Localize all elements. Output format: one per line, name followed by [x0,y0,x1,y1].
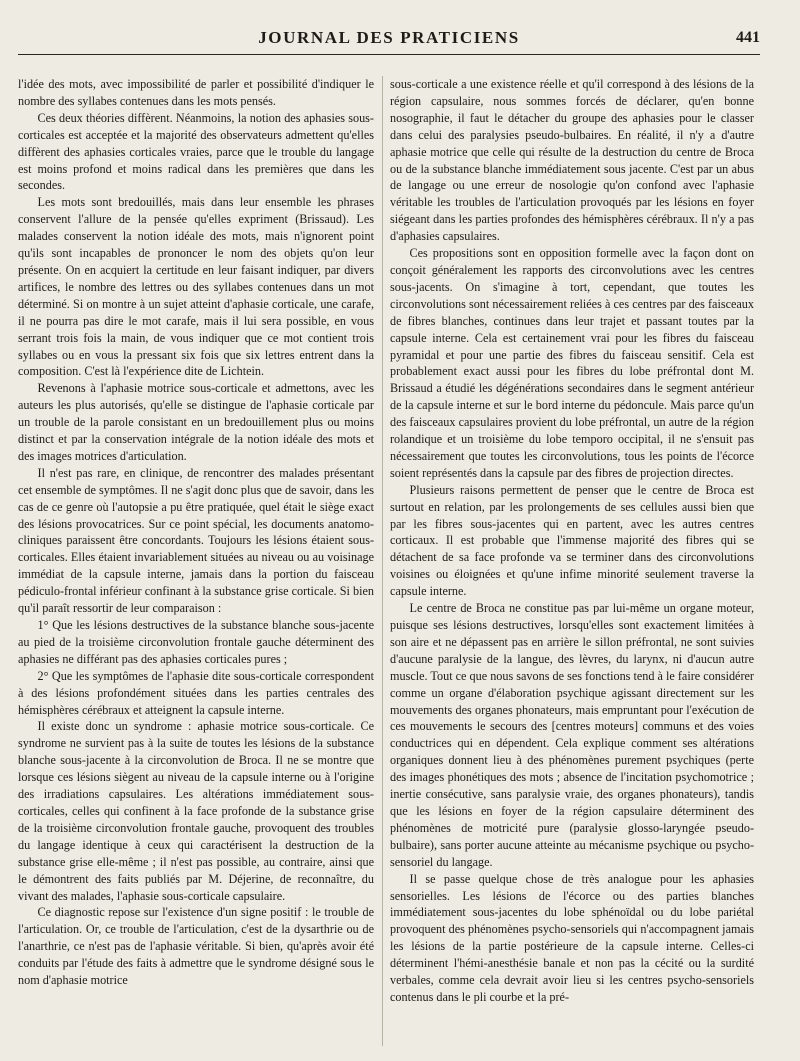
right-text-column [390,76,754,1006]
paragraph: l'idée des mots, avec impossibilité de parler et possibilité d'indiquer le nombre des syllabes contenues dans les mots pensés. [18,77,374,108]
left-text-column [18,76,374,989]
paragraph: Le centre de Broca ne constitue pas par lui-même un organe moteur, puisque ses lésions destructives, lorsqu'elles sont exactement limitées à son aire et ne dépassent pas en arrière le sillon préfrontal, ne sont suivies d'aucune paralysie de la langue, des lèvres, du larynx, ni d'aucun autre muscle. Tout ce que nous savons de ses fonctions tend à le faire considérer comme un organe d'élaboration psychique agissant directement sur les mouvements des organes phonateurs, mais empruntant pour l'exécution de ces mouvements le secours des [centres moteurs] communs et des voies conductrices qui en dépendent. Cela explique comment ses altérations organiques donnent lieu à des phénomènes purement psychiques (perte des images phonétiques des mots ; absence de l'incitation psychomotrice ; inertie consécutive, sans paralysie vraie, des organes phonateurs), tandis que les lésions en foyer de la région capsulaire déterminent des phénomènes de motricité pure (paralysie glosso-laryngée pseudo-bulbaire), sans porter aucune atteinte au mécanisme psychique ou psycho-sensoriel du langage. [390,601,754,869]
paragraph: Les mots sont bredouillés, mais dans leur ensemble les phrases conservent l'allure de la pensée qu'elles expriment (Brissaud). Les malades conservent la notion idéale des mots, mais n'ignorent point qu'ils sont incapables de prononcer le nom des objets qu'on leur présente. On en acquiert la certitude en leur faisant indiquer, par divers artifices, le nombre des lettres ou des syllabes contenues dans un mot déterminé. Si on montre à un sujet atteint d'aphasie corticale, une carafe, il ne pourra pas dire le mot carafe, mais il lui sera possible, en vous serrant trois fois la main, de vous indiquer que ce mot contient trois syllabes ou en vous la pressant six fois que six lettres entrent dans la composition. C'est là l'expérience dite de Lichtein. [18,195,374,379]
paragraph: Plusieurs raisons permettent de penser que le centre de Broca est surtout en relation, par les prolongements de ses cellules aussi bien que par les fibres sous-jacentes qui en partent, avec les autres centres corticaux. Il est probable que l'immense majorité des fibres qui se détachent de sa face profonde va se terminer dans des circonvolutions voisines ou éloignées et qu'une infime minorité seulement traverse la capsule interne. [390,482,754,599]
paragraph: Il n'est pas rare, en clinique, de rencontrer des malades présentant cet ensemble de symptômes. Il ne s'agit donc plus que de savoir, dans les cas de ce genre où l'autopsie a pu être pratiquée, quel était le siège exact des lésions provocatrices. Sur ce point spécial, les documents anatomo-cliniques paraissent être concordants. Toujours les lésions étaient sous-corticales. Elles étaient invariablement situées au niveau ou au voisinage immédiat de la capsule interne, jamais dans la portion du faisceau pédiculo-frontal inférieur confinant à la substance grise corticale. Si bien qu'il paraît ressortir de leur comparaison : [18,465,374,616]
column-divider [382,76,383,1046]
paragraph: Ces propositions sont en opposition formelle avec la façon dont on conçoit généralement les rapports des circonvolutions avec les centres sous-jacents. On s'imagine à tort, cependant, que toutes les circonvolutions sont nécessairement reliées à ces centres par des faisceaux de fibres blanches, continues dans leur trajet et passant toutes par la capsule interne. Cela est certainement vrai pour les fibres du faisceau pyramidal et pour une partie des fibres du faisceau sensitif. Cela est probablement exact aussi pour les fibres du lobe préfrontal dont M. Brissaud a étudié les dégénérations secondaires dans le segment antérieur de la capsule interne et sur le bord interne du pédoncule. Mais parce qu'un des faisceaux capsulaires provient du lobe préfrontal, un autre de la région rolandique et un troisième du lobe temporo occipital, il ne s'ensuit pas nécessairement que toutes les circonvolutions, tous les points de l'écorce soient représentés dans la capsule par des fibres de projection directes. [390,246,754,480]
page-header [18,28,760,55]
paragraph: sous-corticale a une existence réelle et qu'il correspond à des lésions de la région capsulaire, nous sommes forcés de déclarer, qu'en bonne nosographie, il faut le détacher du groupe des aphasies pour le classer dans celui des paralysies pseudo-bulbaires. En réalité, il n'y a d'autre aphasie motrice que celle qui résulte de la destruction du centre de Broca ou de la substance blanche immédiatement sous jacente. C'est par un abus de langage ou une erreur de nosologie qu'on confond avec l'aphasie véritable les troubles de l'articulation provoqués par les lésions en foyer siégeant dans les parties profondes des hémisphères cérébraux. Il n'y a pas d'aphasies capsulaires. [390,77,754,244]
paragraph: Il existe donc un syndrome : aphasie motrice sous-corticale. Ce syndrome ne survient pas à la suite de toutes les lésions de la substance blanche sous-jacente à la circonvolution de Broca. Il ne se montre que lorsque ces lésions siègent au niveau de la capsule interne ou à l'origine des irradiations capsulaires. Les altérations immédiatement sous-corticales, celles qui confinent à la face profonde de la substance grise de la troisième circonvolution frontale gauche, provoquent des troubles du langage identique à ceux qui caractérisent la destruction de la substance grise elle-même ; il n'est pas possible, au contraire, ainsi que le démontrent des faits publiés par M. Déjerine, de reconnaître, du vivant des malades, l'aphasie sous-corticale capsulaire. [18,719,374,903]
page-number: 441 [736,29,760,46]
paragraph: 2° Que les symptômes de l'aphasie dite sous-corticale correspondent à des lésions profondément situées dans les parties centrales des hémisphères cérébraux et atteignent la capsule interne. [18,668,374,717]
paragraph: Revenons à l'aphasie motrice sous-corticale et admettons, avec les auteurs les plus autorisés, qu'elle se distingue de l'aphasie corticale par un trouble de la parole consistant en un bredouillement plus ou moins distinct et par la conservation intégrale de la notion idéale des mots et des images motrices d'articulation. [18,381,374,463]
paragraph: 1° Que les lésions destructives de la substance blanche sous-jacente au pied de la troisième circonvolution frontale gauche déterminent des aphasies ne différant pas des aphasies corticales pures ; [18,618,374,666]
paragraph: Il se passe quelque chose de très analogue pour les aphasies sensorielles. Les lésions de l'écorce ou des parties blanches immédiatement sous-jacentes du lobe sphénoïdal ou du lobe pariétal provoquent des phénomènes psycho-sensoriels qui n'accompagnent jamais les lésions de la partie postérieure de la capsule interne. Celles-ci déterminent l'hémi-anesthésie banale et non pas la cécité ou la surdité verbales, comme cela devrait avoir lieu si les centres psycho-sensoriels contenus dans le pli courbe et la pré- [390,871,754,1004]
paragraph: Ce diagnostic repose sur l'existence d'un signe positif : le trouble de l'articulation. Or, ce trouble de l'articulation, c'est de la dysarthrie ou de l'anarthrie, ce n'est pas de l'aphasie véritable. Si bien, qu'après avoir été conduits par l'étude des faits à admettre que le syndrome désigné sous le nom d'aphasie motrice [18,905,374,988]
paragraph: Ces deux théories diffèrent. Néanmoins, la notion des aphasies sous-corticales est acceptée et la majorité des observateurs admettent qu'elles diffèrent des aphasies corticales vraies, parce que le trouble du langage est moins profond et moins radical dans les premières que dans les secondes. [18,110,374,193]
running-title: JOURNAL DES PRATICIENS [258,28,520,47]
